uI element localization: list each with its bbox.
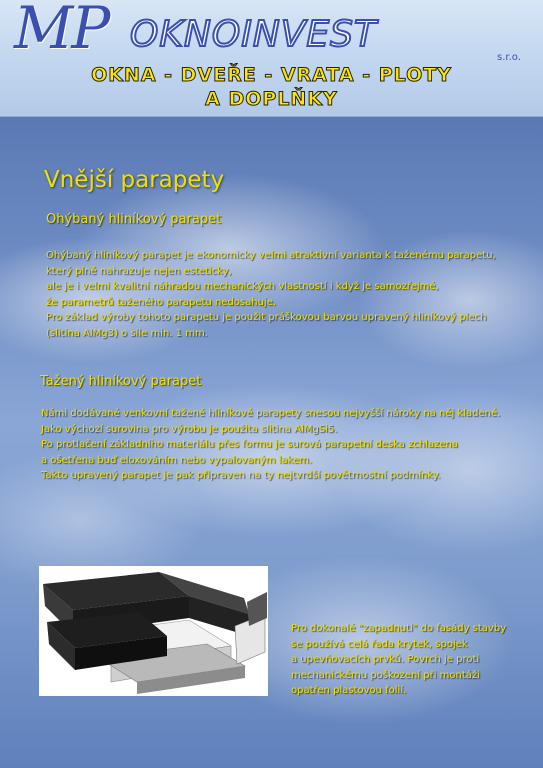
logo-suffix: s.r.o. (497, 52, 521, 63)
section2-line: Námi dodávané venkovní tažené hliníkové parapety snesou nejvyšší nároky na něj kladené. (41, 408, 501, 419)
section2-line: a ošetřena buď eloxováním nebo vypalovaným lakem. (41, 454, 313, 466)
section1-line: že parametrů taženého parapetu nedosahuje. (46, 296, 277, 308)
section3-line: a upevňovacích prvků. Povrch je proti (291, 654, 480, 666)
section1-heading: Ohýbaný hliníkový parapet (46, 212, 222, 227)
logo-company-name: OKNOINVEST (130, 14, 377, 55)
header-banner (0, 0, 543, 117)
section3-line: Pro dokonalé "zapadnutí" do fasády stavby (291, 623, 507, 634)
section1-line: Pro základ výroby tohoto parapetu je použit práškovou barvou upravený hliníkový plech (46, 312, 487, 323)
page-title: Vnější parapety (44, 167, 225, 193)
section2-line: Jako výchozí surovina pro výrobu je použita slitina AlMgSi5. (41, 423, 338, 435)
section2-paragraph (41, 406, 500, 484)
section1-paragraph (46, 248, 496, 341)
section3-line: mechanickému poškození při montáži (291, 669, 480, 681)
logo-mp: MP (14, 0, 109, 62)
window-sill-profiles-illustration (39, 566, 268, 696)
section3-line: opatřen plastovou folií. (291, 685, 407, 697)
section2-line: Takto upravený parapet je pak připraven na ty nejtvrdší povětrnostní podmínky. (41, 470, 441, 481)
section2-line: Po protlačení základního materiálu přes formu je surová parapetní deska zchlazena (41, 439, 458, 450)
section1-line: (slitina AlMg3) o síle min. 1 mm. (46, 327, 208, 339)
section2-heading: Tažený hliníkový parapet (40, 374, 202, 389)
section1-line: ale je i velmi kvalitní náhradou mechanických vlastností i když je samozřejmé, (46, 281, 439, 292)
section3-paragraph (291, 621, 506, 699)
parapet-product-image (39, 566, 268, 696)
section1-line: který plně nahrazuje nejen esteticky, (46, 265, 232, 277)
section1-line: Ohýbaný hliníkový parapet je ekonomicky velmi atraktivní varianta k taženému parapetu, (46, 250, 496, 261)
section3-line: se používá celá řada krytek, spojek (291, 638, 468, 650)
tagline-line2: A DOPLŇKY (205, 88, 338, 110)
tagline-line1: OKNA - DVEŘE - VRATA - PLOTY (91, 64, 452, 86)
